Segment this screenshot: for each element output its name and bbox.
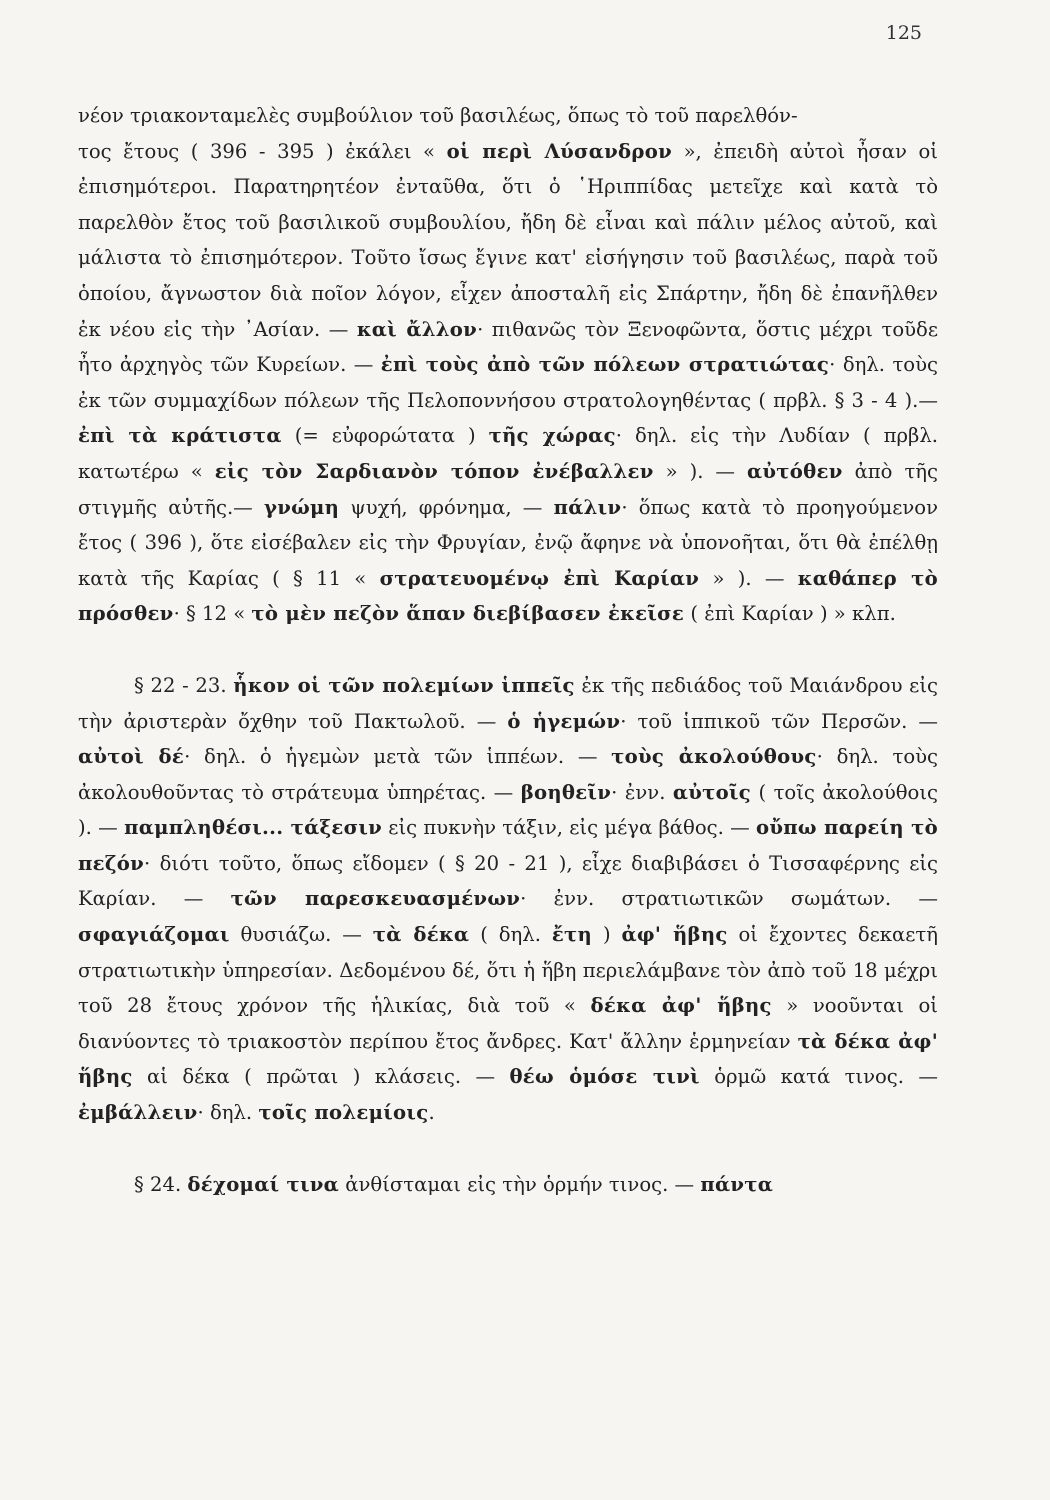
text: αἱ δέκα ( πρῶται ) κλάσεις. — [132, 1065, 510, 1089]
text: ) [592, 923, 622, 947]
text: » νοοῦνται οἱ διανύοντες τὸ τριακοστὸν περίπου ἔτος ἄνδρες. Κατ' ἄλλην ἑρμηνείαν [78, 994, 938, 1053]
text: ψυχή, φρόνημα, — [339, 495, 554, 519]
bold-term: καὶ ἄλλον [356, 317, 478, 341]
bold-term: αὐτόθεν [746, 459, 843, 483]
bold-term: αὐτοὶ δέ [78, 745, 185, 769]
commentary-body [78, 98, 938, 1202]
text: », ἐπειδὴ αὐτοὶ ἦσαν οἱ ἐπισημότεροι. Παρατηρητέον ἐνταῦθα, ὅτι ὁ ῾Ηριππίδας μετεῖχε καὶ κατὰ τὸ παρελθὸν ἔτος τοῦ βασιλικοῦ συμβουλίου, ἤδη δὲ εἶναι καὶ πάλιν μέλος αὐτοῦ, καὶ μάλιστα τὸ ἐπισημότερον. Τοῦτο ἴσως ἔγινε κατ' εἰσήγησιν τοῦ βασιλέως, παρὰ τοῦ ὁποίου, ἄγνωστον διὰ ποῖον λόγον, εἶχεν ἀποσταλῆ εἰς Σπάρτην, ἤδη δὲ ἐπανῆλθεν ἐκ νέου εἰς τὴν ᾿Ασίαν. — [78, 139, 938, 341]
bold-term: οὔπω παρείη τὸ πεζόν [78, 816, 938, 875]
bold-term: σφαγιάζομαι [78, 923, 230, 947]
text: · ὅπως κατὰ τὸ προηγούμενον ἔτος ( 396 ), ὅτε εἰσέβαλεν εἰς τὴν Φρυγίαν, ἐνῷ ἄφηνε νὰ ὑπονοῆται, ὅτι θὰ ἐπέλθῃ κατὰ τῆς Καρίας ( § 11 « [78, 495, 938, 590]
text: · δηλ. ὁ ἡγεμὼν μετὰ τῶν ἱππέων. — [184, 745, 612, 769]
text: · δηλ. τοὺς ἐκ τῶν συμμαχίδων πόλεων τῆς Πελοποννήσου στρατολογηθέντας ( πρβλ. § 3 - 4 ).— [78, 353, 938, 412]
text: · ἐνν. [611, 780, 673, 804]
text: · τοῦ ἱππικοῦ τῶν Περσῶν. — [620, 709, 938, 733]
text: · § 12 « [173, 602, 252, 626]
text: » ). — [699, 566, 798, 590]
text: · διότι τοῦτο, ὅπως εἴδομεν ( § 20 - 21 ), εἶχε διαβιβάσει ὁ Τισσαφέρνης εἰς Καρίαν. — [78, 851, 938, 911]
text: » ). — [653, 459, 747, 483]
section-marker: § 24. [134, 1172, 188, 1196]
text: · ἐνν. στρατιωτικῶν σωμάτων. — [520, 887, 938, 911]
text: θυσιάζω. — [229, 923, 373, 947]
page-number: 125 [885, 22, 922, 44]
bold-term: ἐπὶ τοὺς ἀπὸ τῶν πόλεων στρατιώτας [380, 353, 830, 377]
text: οἱ ἔχοντες δεκαετῆ στρατιωτικὴν ὑπηρεσίαν. Δεδομένου δέ, ὅτι ἡ ἥβη περιελάμβανε τὸν ἀπὸ τοῦ 18 μέχρι τοῦ 28 ἔτους χρόνον τῆς ἡλικίας, διὰ τοῦ « [78, 923, 938, 1018]
bold-term: ἔτη [551, 923, 593, 947]
paragraph-2 [78, 668, 938, 1131]
bold-term: στρατευομένῳ ἐπὶ Καρίαν [379, 566, 700, 590]
bold-term: καθάπερ τὸ πρόσθεν [78, 566, 939, 626]
section-marker: § 22 - 23. [134, 673, 234, 697]
paragraph-3 [78, 1167, 938, 1203]
text: · δηλ. [197, 1101, 259, 1125]
text: ἀνθίσταμαι εἰς τὴν ὁρμήν τινος. — [339, 1172, 701, 1196]
text: ἀπὸ τῆς στιγμῆς αὐτῆς.— [78, 459, 938, 519]
bold-term: παμπληθέσι... τάξεσιν [124, 816, 383, 840]
bold-term: αὐτοῖς [672, 780, 752, 804]
text: ἐκ τῆς πεδιάδος τοῦ Μαιάνδρου εἰς τὴν ἀριστερὰν ὄχθην τοῦ Πακτωλοῦ. — [78, 673, 938, 733]
bold-term: πάντα [700, 1172, 774, 1196]
text: ( ἐπὶ Καρίαν ) » κλπ. [684, 602, 896, 626]
bold-term: ἀφ' ἥβης [621, 923, 728, 947]
text: . [428, 1101, 435, 1125]
bold-term: τὰ δέκα ἀφ' ἥβης [78, 1029, 938, 1089]
bold-term: βοηθεῖν [520, 780, 612, 804]
bold-term: θέω ὁμόσε τινὶ [509, 1065, 700, 1089]
bold-term: τοὺς ἀκολούθους [611, 745, 817, 769]
text: · δηλ. εἰς τὴν Λυδίαν ( πρβλ. κατωτέρω « [78, 424, 938, 483]
bold-term: ἧκον οἱ τῶν πολεμίων ἱππεῖς [233, 673, 575, 697]
bold-term: ἐπὶ τὰ κράτιστα [78, 424, 282, 448]
text: εἰς πυκνὴν τάξιν, εἰς μέγα βάθος. — [382, 816, 757, 840]
bold-term: ἐμβάλλειν [78, 1101, 198, 1125]
bold-term: τοῖς πολεμίοις [258, 1101, 429, 1125]
text: · δηλ. τοὺς ἀκολουθοῦντας τὸ στράτευμα ὑπηρέτας. — [78, 745, 939, 804]
bold-term: δέκα ἀφ' ἥβης [590, 994, 772, 1018]
text: · πιθανῶς τὸν Ξενοφῶντα, ὅστις μέχρι τοῦδε ἦτο ἀρχηγὸς τῶν Κυρείων. — [78, 317, 938, 377]
bold-term: τὰ δέκα [372, 923, 470, 947]
bold-term: τῶν παρεσκευασμένων [230, 887, 521, 911]
bold-term: τῆς χώρας [488, 424, 616, 448]
text: ὁρμῶ κατά τινος. — [699, 1065, 938, 1089]
text: ( τοῖς ἀκολούθοις ). — [78, 780, 938, 840]
bold-term: εἰς τὸν Σαρδιανὸν τόπον ἐνέβαλλεν [214, 459, 654, 483]
bold-term: οἱ περὶ Λύσανδρον [446, 139, 673, 163]
paragraph-1 [78, 98, 938, 632]
bold-term: πάλιν [553, 495, 622, 519]
first-line: νέον τριακονταμελὲς συμβούλιον τοῦ βασιλέως, ὅπως τὸ τοῦ παρελθόν- [78, 104, 798, 127]
bold-term: δέχομαί τινα [187, 1172, 340, 1196]
text: τος ἔτους ( 396 - 395 ) ἐκάλει « [78, 139, 447, 163]
text: ( δηλ. [469, 923, 552, 947]
bold-term: ὁ ἡγεμών [507, 709, 621, 733]
bold-term: γνώμη [263, 495, 340, 519]
bold-term: τὸ μὲν πεζὸν ἅπαν διεβίβασεν ἐκεῖσε [251, 602, 685, 626]
text: (= εὐφορώτατα ) [281, 424, 489, 448]
